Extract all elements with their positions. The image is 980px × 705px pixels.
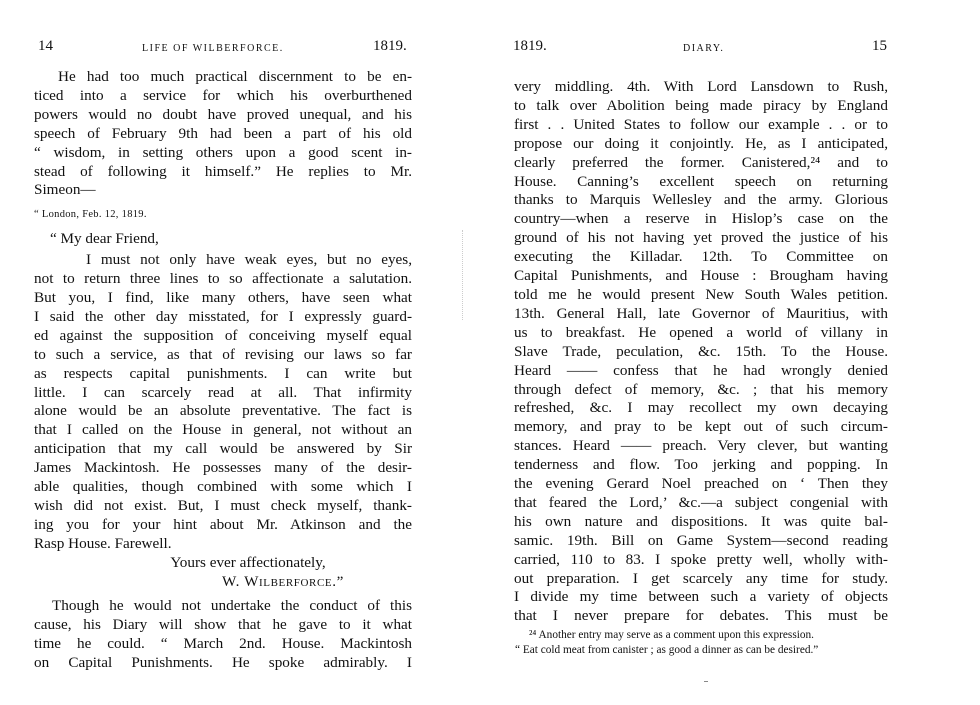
right-page-number: 15: [872, 38, 887, 54]
text-line: thanks to Marquis Wellesley and the army. Glorious: [514, 191, 888, 209]
text-line: propose our doing it conjointly. He, as I anticipated,: [514, 134, 888, 152]
text-line: that I never prepare for debates. This must be: [514, 607, 888, 625]
text-line: James Mackintosh. He possesses many of the desir-: [34, 459, 412, 477]
letter-body: [34, 251, 412, 554]
text-line: told me he would present New South Wales petition.: [514, 285, 888, 303]
text-line: clearly preferred the former. Canistered,²⁴ and to: [514, 153, 888, 171]
text-line: speech of February 9th had been a part of his old: [34, 124, 412, 142]
right-page: [490, 0, 980, 705]
text-line: tenderness and flow. Too jerking and popping. In: [514, 456, 888, 474]
letter-dateline: “ London, Feb. 12, 1819.: [34, 209, 147, 221]
text-line: cause, his Diary will show that he gave to it what: [34, 616, 412, 634]
text-line: He had too much practical discernment to be en-: [58, 68, 412, 85]
text-line: But you, I find, like many others, have seen what: [34, 288, 412, 306]
text-line: first . . United States to follow our example . . or to: [514, 115, 888, 133]
text-line: able qualities, though combined with some which I: [34, 478, 412, 496]
text-line: very middling. 4th. With Lord Lansdown to Rush,: [514, 78, 888, 95]
paragraph-2: [34, 597, 412, 673]
text-line: refreshed, &c. I may recollect my own decaying: [514, 399, 888, 417]
text-line: out preparation. I get scarcely any time for study.: [514, 569, 888, 587]
page-gutter: [462, 230, 464, 320]
text-line: his own nature and dispositions. It was quite bal-: [514, 512, 888, 530]
text-line: stances. Heard —— preach. Very clever, but wanting: [514, 437, 888, 455]
text-line: that I called on the House in general, not without an: [34, 421, 412, 439]
text-line: us to breakfast. He opened a world of villany in: [514, 323, 888, 341]
right-running-title: DIARY.: [683, 43, 725, 54]
text-line: ticed into a service for which his overburthened: [34, 86, 412, 104]
text-line: as respects capital punishments. I can write but: [34, 364, 412, 382]
left-running-title: LIFE OF WILBERFORCE.: [142, 43, 284, 54]
text-line: Slave Trade, peculation, &c. 15th. To the House.: [514, 342, 888, 360]
footnote-24-quote: “ Eat cold meat from canister ; as good a dinner as can be desired.”: [515, 643, 819, 656]
letter-closing: Yours ever affectionately,: [170, 553, 326, 571]
text-line: executing the Killadar. 12th. To Committee on: [514, 248, 888, 266]
diary-text: [514, 78, 888, 626]
text-line: ground of his not having yet proved the justice of his: [514, 229, 888, 247]
text-line: Simeon—: [34, 181, 96, 199]
text-line: memory, and pray to be kept out of such circum-: [514, 418, 888, 436]
text-line: Though he would not undertake the conduct of this: [52, 597, 412, 615]
text-line: I must not only have weak eyes, but no eyes,: [86, 251, 412, 269]
text-line: powers would no doubt have proved unequal, and his: [34, 105, 412, 123]
text-line: little. I can scarcely read at all. That infirmity: [34, 383, 412, 401]
text-line: House. Canning’s excellent speech on returning: [514, 172, 888, 190]
text-line: Heard —— confess that he had wrongly denied: [514, 361, 888, 379]
footnote-24: ²⁴ Another entry may serve as a comment upon this expression.: [529, 629, 814, 641]
text-line: on Capital Punishments. He spoke admirably. I: [34, 654, 412, 672]
text-line: anticipation that my call would be answered by Sir: [34, 440, 412, 458]
text-line: to talk over Abolition being made piracy by England: [514, 96, 888, 114]
text-line: through defect of memory, &c. ; that his memory: [514, 380, 888, 398]
text-line: stead of following it himself.” He replies to Mr.: [34, 162, 412, 180]
left-page: [0, 0, 480, 705]
text-line: ed against the supposition of conceiving myself equal: [34, 326, 412, 344]
text-line: “ wisdom, in setting others upon a good scent in-: [34, 143, 412, 161]
text-line: ing you for your hint about Mr. Atkinson and the: [34, 515, 412, 533]
letter-signature: W. Wilberforce.”: [222, 572, 344, 590]
text-line: country—when a reserve in Hislop’s case on the: [514, 210, 888, 228]
left-body: [34, 68, 412, 673]
right-year: 1819.: [513, 38, 547, 54]
right-body: [514, 78, 888, 626]
text-line: Rasp House. Farewell.: [34, 534, 172, 552]
text-line: 13th. General Hall, late Governor of Mauritius, with: [514, 304, 888, 322]
text-line: carried, 110 to 83. I spoke pretty well, wholly with-: [514, 550, 888, 568]
text-line: the evening Gerard Noel preached on ‘ Then they: [514, 475, 888, 493]
text-line: that feared the Lord,’ &c.—a subject congenial with: [514, 493, 888, 511]
print-mark: [704, 681, 708, 682]
text-line: to such a service, as that of revising our laws so far: [34, 345, 412, 363]
text-line: samic. 19th. Bill on Game System—second reading: [514, 531, 888, 549]
text-line: I said the other day misstated, for I expressly guard-: [34, 307, 412, 325]
text-line: alone would be an absolute preventative. The fact is: [34, 402, 412, 420]
left-page-number: 14: [38, 38, 53, 54]
text-line: wish did not exist. But, I must check myself, thank-: [34, 496, 412, 514]
text-line: I divide my time between such a variety of objects: [514, 588, 888, 606]
letter-salutation: “ My dear Friend,: [50, 230, 159, 248]
paragraph-1: [34, 68, 412, 200]
text-line: time he could. “ March 2nd. House. Mackintosh: [34, 635, 412, 653]
left-year: 1819.: [373, 38, 407, 54]
footnotes: [515, 628, 907, 658]
text-line: Capital Punishments, and House : Brougham having: [514, 267, 888, 285]
text-line: not to return three lines to so affectionate a salutation.: [34, 270, 412, 288]
